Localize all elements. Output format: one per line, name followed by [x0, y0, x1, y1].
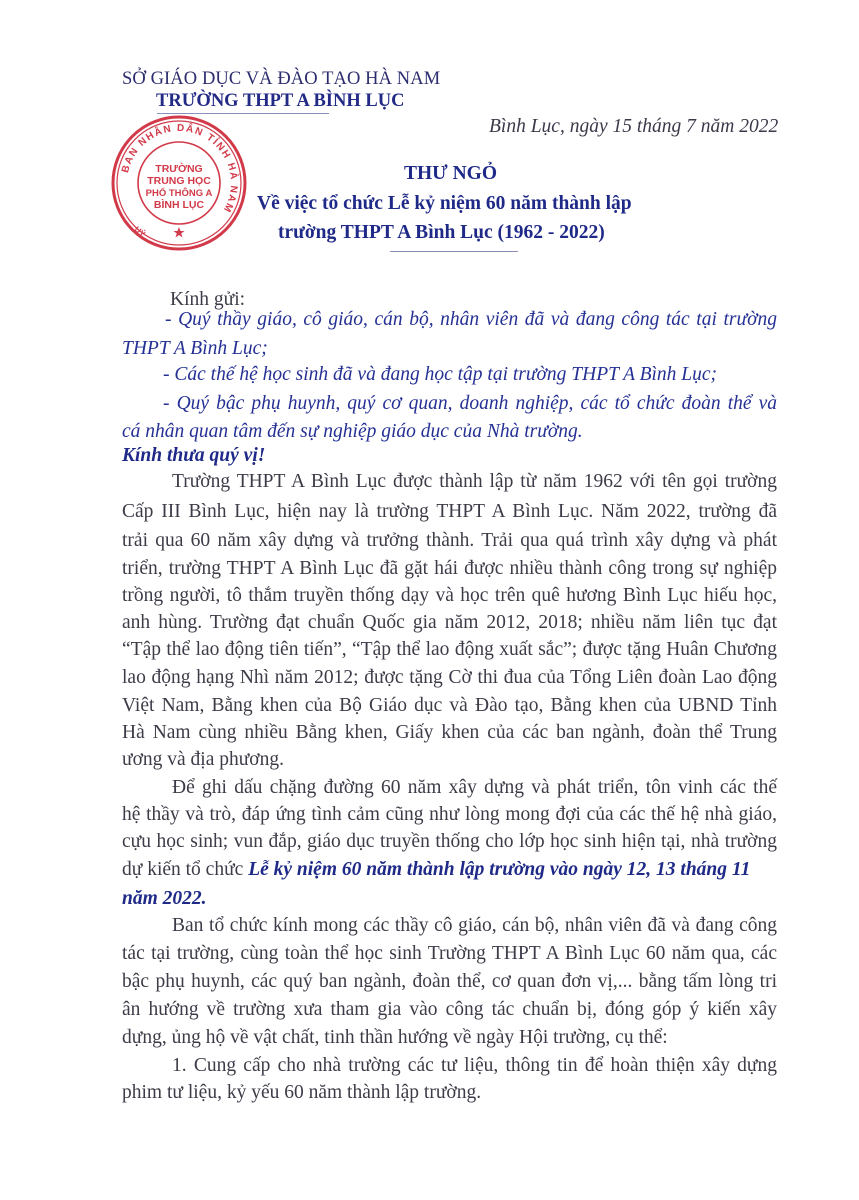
paragraph-1-line: anh hùng. Trường đạt chuẩn Quốc gia năm 2012, 2018; nhiều năm liên tục đạt	[122, 612, 777, 633]
paragraph-1-line: trồng người, tô thắm truyền thống dạy và học trên quê hương Bình Lục hiếu học,	[122, 585, 777, 606]
greeting: Kính thưa quý vị!	[122, 445, 266, 466]
recipients-intro: Kính gửi:	[170, 289, 246, 310]
seal-ring-bottom-left: UỶ	[132, 224, 148, 239]
paragraph-2-line: cựu học sinh; vun đắp, giáo dục truyền thống cho lớp học sinh hiện tại, nhà trường	[122, 831, 777, 852]
subject-underline	[390, 251, 518, 252]
paragraph-3-line: dựng, ủng hộ về vật chất, tinh thần hướng về ngày Hội trường, cụ thể:	[122, 1027, 668, 1048]
letter-subject-line-2: trường THPT A Bình Lục (1962 - 2022)	[278, 222, 605, 243]
seal-line-2: TRUNG HỌC	[147, 175, 211, 187]
recipient-1-line-1: - Quý thầy giáo, cô giáo, cán bộ, nhân viên đã và đang công tác tại trường	[165, 309, 777, 330]
paragraph-2-line: hệ thầy và trò, đáp ứng tình cảm cũng như lòng mong đợi của các thế hệ nhà giáo,	[122, 804, 777, 825]
letter-subject-line-1: Về việc tổ chức Lễ kỷ niệm 60 năm thành lập	[257, 193, 632, 214]
paragraph-1-line: Cấp III Bình Lục, hiện nay là trường THPT A Bình Lục. Năm 2022, trường đã	[122, 501, 777, 522]
paragraph-1-line: Hà Nam cùng nhiều Bằng khen, Giấy khen của các ban ngành, đoàn thể Trung	[122, 722, 777, 743]
letter-title: THƯ NGỎ	[404, 163, 497, 184]
seal-ring-text: BAN NHÂN DÂN TỈNH HÀ NAM	[120, 122, 240, 215]
event-year-emphasis: năm 2022.	[122, 888, 207, 909]
seal-line-3: PHỔ THÔNG A	[145, 188, 213, 199]
list-item-1-line: phim tư liệu, kỷ yếu 60 năm thành lập trường.	[122, 1082, 482, 1103]
school-seal	[110, 114, 248, 252]
paragraph-1-line: trải qua 60 năm xây dựng và trưởng thành. Trải qua quá trình xây dựng và phát	[122, 530, 777, 551]
school-name: TRƯỜNG THPT A BÌNH LỤC	[156, 91, 405, 111]
recipient-3-line-2: cá nhân quan tâm đến sự nghiệp giáo dục của Nhà trường.	[122, 421, 583, 442]
paragraph-1-line: Trường THPT A Bình Lục được thành lập từ năm 1962 với tên gọi trường	[172, 471, 777, 492]
paragraph-1-line: Việt Nam, Bằng khen của Bộ Giáo dục và Đào tạo, Bằng khen của UBND Tỉnh	[122, 695, 777, 716]
paragraph-2-line: Để ghi dấu chặng đường 60 năm xây dựng và phát triển, tôn vinh các thế	[172, 777, 777, 798]
seal-line-1: TRƯỜNG	[155, 163, 203, 175]
paragraph-3-line: bậc phụ huynh, các quý ban ngành, đoàn thể, cơ quan đơn vị,... bằng tấm lòng tri	[122, 971, 777, 992]
department-name: SỞ GIÁO DỤC VÀ ĐÀO TẠO HÀ NAM	[122, 69, 441, 89]
recipient-2: - Các thế hệ học sinh đã và đang học tập tại trường THPT A Bình Lục;	[163, 364, 718, 385]
paragraph-2-line-4-prefix: dự kiến tổ chức	[122, 859, 249, 880]
recipient-3-line-1: - Quý bậc phụ huynh, quý cơ quan, doanh nghiệp, các tổ chức đoàn thể và	[163, 393, 777, 414]
paragraph-1-line: lao động hạng Nhì năm 2012; được tặng Cờ thi đua của Tổng Liên đoàn Lao động	[122, 667, 777, 688]
list-item-1-line: 1. Cung cấp cho nhà trường các tư liệu, thông tin để hoàn thiện xây dựng	[172, 1055, 777, 1076]
recipient-1-line-2: THPT A Bình Lục;	[122, 338, 268, 359]
letter-date: Bình Lục, ngày 15 tháng 7 năm 2022	[489, 116, 779, 137]
seal-star-icon	[174, 227, 185, 238]
seal-line-4: BÌNH LỤC	[153, 199, 205, 211]
event-date-emphasis: Lễ kỷ niệm 60 năm thành lập trường vào ngày 12, 13 tháng 11	[248, 859, 751, 880]
paragraph-1-line: ương và địa phương.	[122, 749, 284, 770]
paragraph-2-line-4	[122, 858, 750, 882]
paragraph-1-line: triển, trường THPT A Bình Lục đã gặt hái được nhiều thành công trong sự nghiệp	[122, 558, 777, 579]
paragraph-3-line: Ban tổ chức kính mong các thầy cô giáo, cán bộ, nhân viên đã và đang công	[172, 915, 777, 936]
paragraph-3-line: ân hướng về trường xưa tham gia vào công tác chuẩn bị, đóng góp ý kiến xây	[122, 999, 777, 1020]
paragraph-1-line: “Tập thể lao động tiên tiến”, “Tập thể lao động xuất sắc”; được tặng Huân Chương	[122, 639, 777, 660]
paragraph-3-line: tác tại trường, cùng toàn thể học sinh Trường THPT A Bình Lục 60 năm qua, các	[122, 943, 777, 964]
